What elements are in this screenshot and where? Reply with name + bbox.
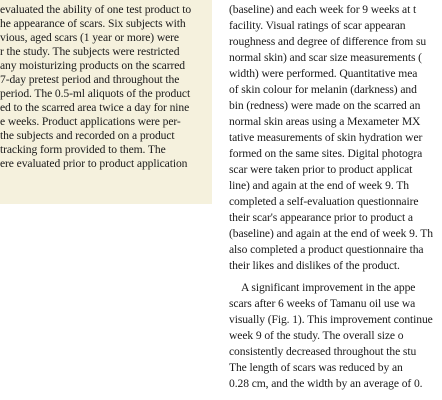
body-text-line: facility. Visual ratings of scar appearan: [229, 19, 406, 32]
body-text-line: any moisturizing products on the scarred: [0, 59, 185, 72]
body-text-line: 7-day pretest period and throughout the: [0, 73, 180, 86]
body-text-line: width) were performed. Quantitative mea: [229, 67, 418, 80]
body-text-line: vious, aged scars (1 year or more) were: [0, 31, 179, 44]
left-text-column: [0, 0, 212, 204]
body-text-line: scars after 6 weeks of Tamanu oil use wa: [229, 297, 416, 310]
body-text-line: scar were taken prior to product applicat: [229, 163, 413, 176]
body-text-line: normal skin areas using a Mexameter MX: [229, 115, 421, 128]
body-text-line: tative measurements of skin hydration wer: [229, 131, 423, 144]
body-text-line: line) and again at the end of week 9. Th: [229, 179, 409, 192]
body-text-line: The length of scars was reduced by an: [229, 361, 403, 374]
body-text-line: also completed a product questionnaire tha: [229, 243, 424, 256]
body-text-line: e weeks. Product applications were per-: [0, 115, 181, 128]
body-text-line: period. The 0.5-ml aliquots of the product: [0, 87, 191, 100]
paragraph-first-line: A significant improvement in the appe: [241, 281, 416, 294]
body-text-line: roughness and degree of difference from su: [229, 35, 427, 48]
body-text-line: the subjects and recorded on a product: [0, 129, 175, 142]
body-text-line: consistently decreased throughout the stu: [229, 345, 417, 358]
body-text-line: bin (redness) were made on the scarred an: [229, 99, 421, 112]
body-text-line: their scar's appearance prior to product a: [229, 211, 413, 224]
body-text-line: tracking form provided to them. The: [0, 143, 166, 156]
body-text-line: week 9 of the study. The overall size o: [229, 329, 404, 342]
body-text-line: evaluated the ability of one test product to: [0, 3, 192, 16]
body-text-line: visually (Fig. 1). This improvement continue: [229, 313, 433, 326]
body-text-line: he appearance of scars. Six subjects with: [0, 17, 186, 30]
body-text-line: 0.28 cm, and the width by an average of 0.: [229, 377, 423, 390]
body-text-line: formed on the same sites. Digital photogra: [229, 147, 423, 160]
body-text-line: (baseline) and again at the end of week 9. Th: [229, 227, 433, 240]
body-text-line: r the study. The subjects were restricted: [0, 45, 180, 58]
right-text-column: [229, 0, 442, 400]
body-text-line: completed a self-evaluation questionnaire: [229, 195, 419, 208]
body-text-line: ere evaluated prior to product application: [0, 157, 188, 170]
body-text-line: their likes and dislikes of the product.: [229, 259, 400, 272]
body-text-line: normal skin) and scar size measurements (: [229, 51, 422, 64]
body-text-line: ed to the scarred area twice a day for nine: [0, 101, 190, 114]
body-text-line: of skin colour for melanin (darkness) and: [229, 83, 417, 96]
body-text-line: (baseline) and each week for 9 weeks at t: [229, 3, 417, 16]
